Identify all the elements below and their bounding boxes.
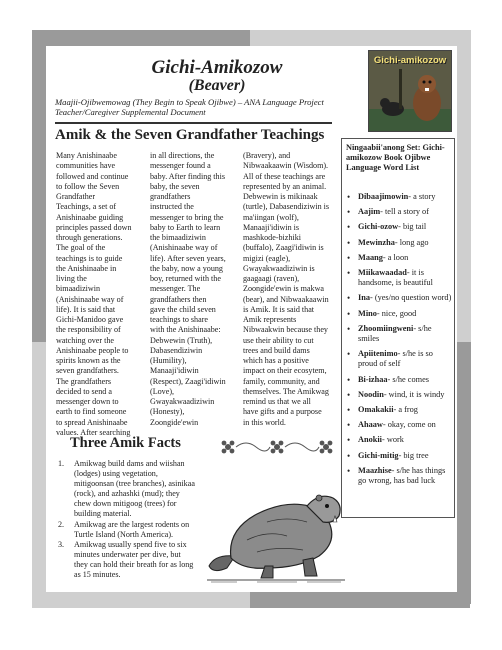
bullet-icon: • xyxy=(347,293,351,304)
bullet-icon: • xyxy=(347,405,351,416)
word-term: Aajim xyxy=(358,207,381,217)
bullet-icon: • xyxy=(347,435,351,446)
word-term: Anokii xyxy=(358,435,382,445)
bullet-icon: • xyxy=(347,222,351,233)
list-item xyxy=(346,238,452,248)
word-definition: - wind, it is windy xyxy=(383,389,445,399)
word-list-box xyxy=(341,138,455,518)
project-line: Maajii-Ojibwemowag (They Begin to Speak Ojibwe) – ANA Language Project xyxy=(55,97,324,107)
bullet-icon: • xyxy=(347,349,351,360)
frame-border xyxy=(250,592,470,608)
word-term: Gichi-mitig xyxy=(358,450,399,460)
word-term: Bi-izhaa xyxy=(358,374,388,384)
word-definition: - big tree xyxy=(398,450,429,460)
bullet-icon: • xyxy=(347,323,351,334)
bullet-icon: • xyxy=(347,389,351,400)
word-definition: - s/he smiles xyxy=(358,323,432,344)
list-item xyxy=(346,405,452,415)
list-item xyxy=(346,222,452,232)
list-item xyxy=(346,309,452,319)
fact-text: Amikwag usually spend five to six minutes underwater per dive, but they can hold their breath for as long as 15 minutes. xyxy=(74,539,194,580)
word-definition: - (yes/no question word) xyxy=(370,293,452,303)
list-item xyxy=(346,293,452,303)
fact-text: Amikwag are the largest rodents on Turtle Island (North America). xyxy=(74,519,190,539)
list-number: 2. xyxy=(58,519,65,529)
fact-text: Amikwag build dams and wiishan (lodges) using vegetation, mitigoonsan (tree branches), asinikaa (rock), and azhashki (mud); they chew down mitigoog (trees) for building material. xyxy=(74,459,195,519)
frame-border xyxy=(32,592,250,608)
list-item xyxy=(346,324,452,344)
frame-border xyxy=(457,30,471,342)
word-definition: - s/he comes xyxy=(387,374,429,384)
divider xyxy=(55,122,332,124)
list-item xyxy=(346,435,452,445)
word-definition: - a loon xyxy=(382,252,409,262)
word-definition: - s/he is so proud of self xyxy=(358,349,433,369)
bullet-icon: • xyxy=(347,192,351,202)
word-definition: - okay, come on xyxy=(382,420,436,430)
word-term: Zhoomiingweni xyxy=(358,323,414,333)
word-definition: - it is handsome, is beautiful xyxy=(358,268,433,288)
list-item xyxy=(346,192,452,202)
list-item xyxy=(346,207,452,217)
frame-border xyxy=(32,30,250,46)
word-term: Dibaajimowin xyxy=(358,192,409,201)
bullet-icon: • xyxy=(347,268,351,279)
beaver-illustration xyxy=(207,470,345,584)
bullet-icon: • xyxy=(347,374,351,385)
bullet-icon: • xyxy=(347,237,351,248)
article-column: Many Anishinaabe communities have followed and continue to follow the Seven Grandfather Teachings, a set of Anishinaabe guiding principles passed down through generations. The goal of the teachings is to guide the Anishinaabe in living the bimaadiziwin (Anishinaabe way of life). It is said that Gichi-Manidoo gave the responsibility of watching over the Anishinaabe people to spirits known as the seven grandfathers. The grandfathers decided to send a messenger down to earth to find someone to spread Anishinaabe values. After searching xyxy=(56,151,132,437)
list-number: 1. xyxy=(58,459,65,468)
word-definition: - s/he has things go wrong, has bad luck xyxy=(358,465,446,486)
frame-border xyxy=(457,342,471,604)
word-definition: - long ago xyxy=(394,237,429,247)
document-type: Teacher/Caregiver Supplemental Document xyxy=(55,107,206,117)
facts-heading: Three Amik Facts xyxy=(70,435,181,451)
bullet-icon: • xyxy=(347,252,351,263)
list-item xyxy=(346,268,452,288)
bullet-icon: • xyxy=(347,420,351,431)
bullet-icon: • xyxy=(347,465,351,476)
word-term: Maang xyxy=(358,252,383,262)
word-term: Apiitenimo xyxy=(358,349,398,359)
list-item xyxy=(346,375,452,385)
page-title: Gichi-Amikozow xyxy=(151,57,283,78)
project-info xyxy=(55,97,355,117)
frame-border xyxy=(32,342,46,604)
bullet-icon: • xyxy=(347,207,351,218)
word-definition: - work xyxy=(381,435,404,445)
bullet-icon: • xyxy=(347,308,351,319)
word-term: Gichi-ozow xyxy=(358,222,399,232)
word-list-title: Ningaabii'anong Set: Gichi-amikozow Book Ojibwe Language Word List xyxy=(346,143,445,172)
list-item xyxy=(346,420,452,430)
word-term: Noodin xyxy=(358,389,384,399)
book-cover-illustration xyxy=(369,51,451,131)
section-heading: Amik & the Seven Grandfather Teachings xyxy=(55,127,325,143)
word-term: Miikawaadad xyxy=(358,268,407,278)
frame-border xyxy=(32,30,46,342)
list-item xyxy=(346,349,452,369)
article-column: (Bravery), and Nibwaakaawin (Wisdom). All of these teachings are represented by an animal. Debwewin is mikinaak (turtle), Dabasendiziwin is ma'iingan (wolf), Manaaji'idiwin is mashkode-bizhiki (buffalo), Zaagi'idiwin is migizi (eagle), Gwayakwaadiziwin is gaagaagi (raven), Zoongide'ewin is makwa (bear), and Nibwaakaawin is Amik. It is said that Amik represents Nibwaakwin because they use their ability to cut trees and build dams which has a positive impact on their ecosytem, family, community, and themselves. The Amikwag remind us that we all have gifts and a purpose in this world. xyxy=(243,151,330,427)
word-term: Mino xyxy=(358,308,377,318)
book-cover-image xyxy=(368,50,452,132)
floral-ornament-icon xyxy=(218,436,336,458)
word-definition: - nice, good xyxy=(376,308,417,318)
list-item xyxy=(346,390,452,400)
word-definition: - big tail xyxy=(398,222,427,232)
article-column: in all directions, the messenger found a baby. After finding this baby, the seven grandfathers instructed the messenger to bring the baby to Earth to learn the bimaadiziwin (Anishinaabe way of life). After seven years, the baby, now a young boy, returned with the messenger. The grandfathers then gave the child seven teachings to share with the Anishinaabe: Debwewin (Truth), Dabasendiziwin (Humility), Manaaji'idiwin (Respect), Zaagi'idiwin (Love), Gwayakwaadiziwin (Honesty), Zoongide'ewin xyxy=(150,151,226,427)
word-definition: - tell a story of xyxy=(380,207,429,217)
word-definition: - a story xyxy=(408,192,436,201)
word-definition: - a frog xyxy=(393,405,418,415)
frame-border xyxy=(250,30,470,46)
word-term: Maazhise xyxy=(358,465,392,475)
book-cover-title: Gichi-amikozow xyxy=(373,55,447,66)
word-term: Omakakii xyxy=(358,405,394,415)
list-item xyxy=(346,253,452,263)
page-subtitle: (Beaver) xyxy=(188,77,246,94)
word-term: Ahaaw xyxy=(358,420,383,430)
list-item xyxy=(346,451,452,461)
word-term: Ina xyxy=(358,293,370,303)
bullet-icon: • xyxy=(347,450,351,461)
word-list xyxy=(346,192,452,491)
list-item xyxy=(346,466,452,486)
list-number: 3. xyxy=(58,539,65,549)
word-term: Mewinzha xyxy=(358,237,395,247)
